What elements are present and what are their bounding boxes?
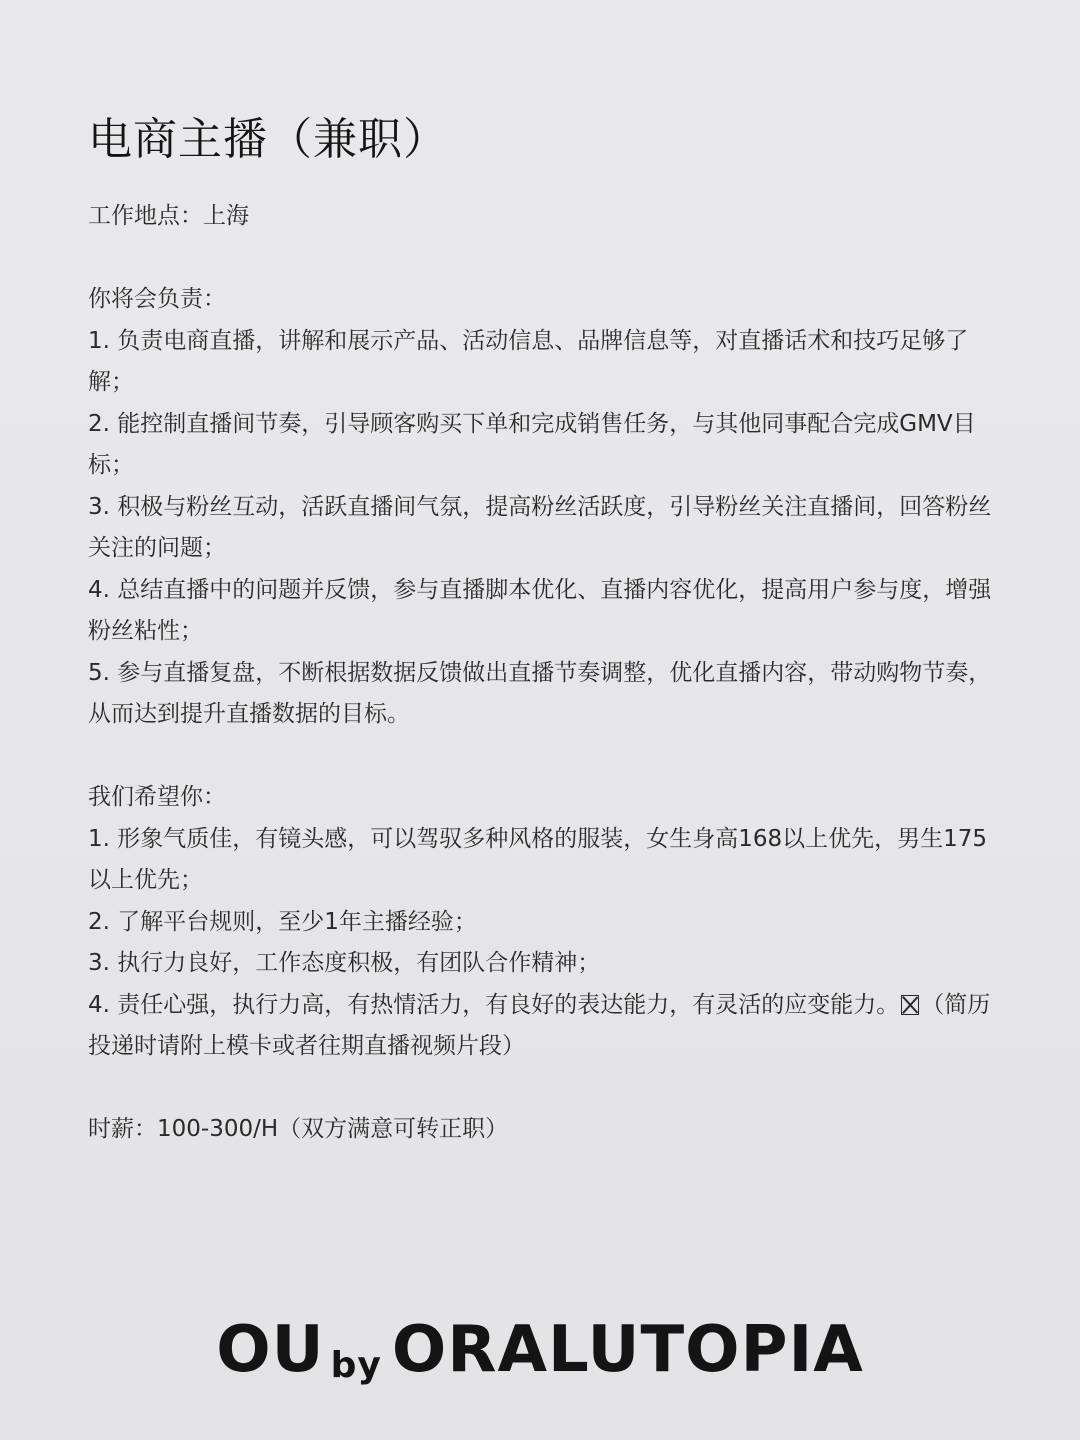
responsibility-item: 3. 积极与粉丝互动，活跃直播间气氛，提高粉丝活跃度，引导粉丝关注直播间，回答粉丝关注的问题； xyxy=(88,493,992,561)
spacer xyxy=(88,238,1000,280)
work-location: 工作地点：上海 xyxy=(88,203,249,229)
responsibility-item: 4. 总结直播中的问题并反馈，参与直播脚本优化、直播内容优化，提高用户参与度，增强粉丝粘性； xyxy=(88,576,992,644)
responsibility-item: 2. 能控制直播间节奏，引导顾客购买下单和完成销售任务，与其他同事配合完成GMV目标； xyxy=(88,410,976,478)
requirements-heading: 我们希望你： xyxy=(88,784,226,810)
page-title: 电商主播（兼职） xyxy=(88,114,448,165)
responsibility-item: 1. 负责电商直播，讲解和展示产品、活动信息、品牌信息等，对直播话术和技巧足够了解； xyxy=(88,327,969,395)
spacer xyxy=(88,1068,1000,1110)
hourly-salary: 时薪：100-300/H（双方满意可转正职） xyxy=(88,1116,509,1142)
missing-glyph-icon xyxy=(901,995,919,1015)
requirement-item-note: （简历投递时请附上模卡或者往期直播视频片段） xyxy=(88,991,991,1059)
brand-logo xyxy=(0,1310,1080,1400)
responsibility-item: 5. 参与直播复盘，不断根据数据反馈做出直播节奏调整，优化直播内容，带动购物节奏，从而达到提升直播数据的目标。 xyxy=(88,659,992,727)
spacer xyxy=(88,736,1000,778)
brand-logo-left: OU xyxy=(216,1313,325,1387)
brand-logo-right: ORALUTOPIA xyxy=(391,1313,864,1387)
requirement-item: 3. 执行力良好，工作态度积极，有团队合作精神； xyxy=(88,950,601,976)
requirement-item xyxy=(88,985,1000,1068)
responsibilities-heading: 你将会负责： xyxy=(88,286,226,312)
requirement-item-text: 4. 责任心强，执行力高，有热情活力，有良好的表达能力，有灵活的应变能力。 xyxy=(88,991,900,1018)
requirement-item: 1. 形象气质佳，有镜头感，可以驾驭多种风格的服装，女生身高168以上优先，男生175以上优先； xyxy=(88,825,988,893)
job-posting xyxy=(88,108,1000,1151)
brand-logo-by: by xyxy=(330,1345,382,1386)
requirement-item: 2. 了解平台规则，至少1年主播经验； xyxy=(88,908,477,935)
